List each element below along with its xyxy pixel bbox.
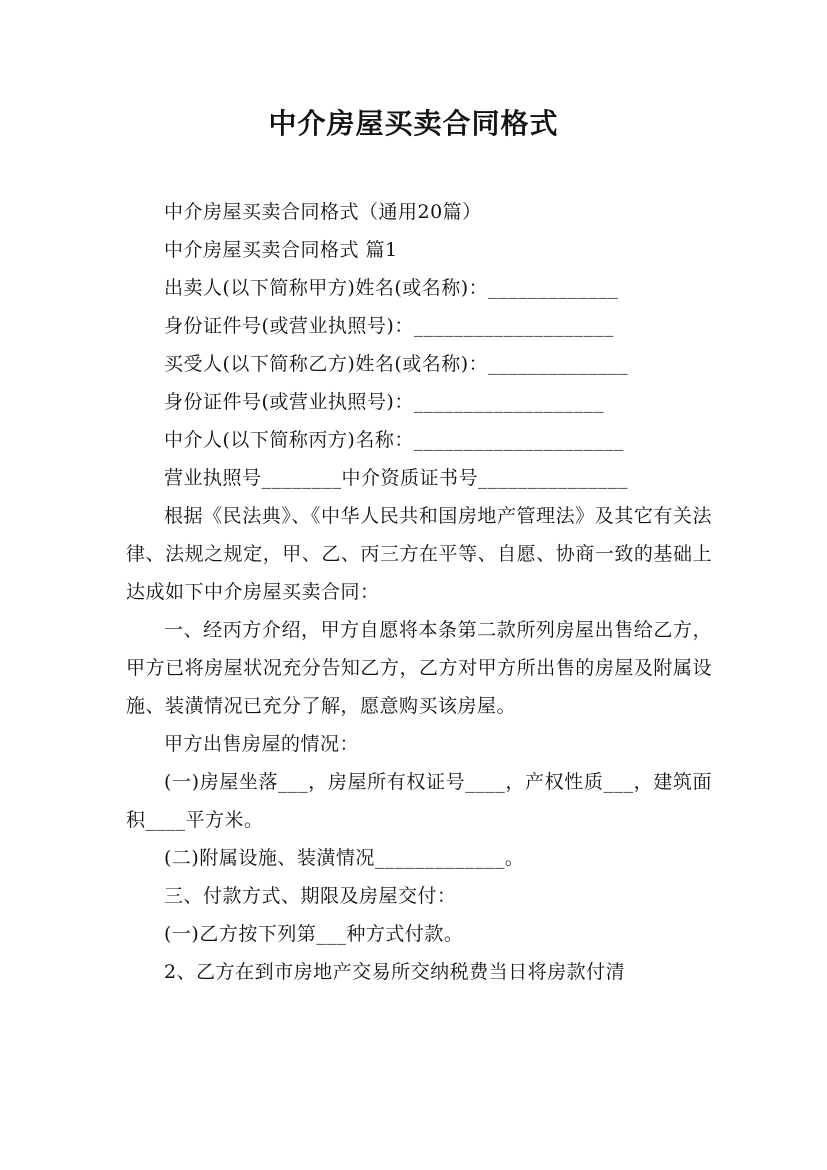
paragraph-agent-license: 营业执照号________中介资质证书号_______________ [164, 467, 629, 489]
paragraph-legal-basis: 根据《民法典》、《中华人民共和国房地产管理法》及其它有关法律、法规之规定，甲、乙、丙三方在平等、自愿、协商一致的基础上达成如下中介房屋买卖合同： [126, 505, 712, 603]
paragraph-facilities: (二)附属设施、装潢情况_____________。 [164, 847, 525, 869]
paragraph-subtitle: 中介房屋买卖合同格式（通用20篇） [164, 201, 482, 223]
document-title: 中介房屋买卖合同格式 [268, 107, 559, 140]
paragraph-property-location: (一)房屋坐落___，房屋所有权证号____，产权性质___，建筑面积____平方米。 [126, 771, 712, 831]
paragraph-payment-method: (一)乙方按下列第___种方式付款。 [164, 923, 464, 945]
paragraph-clause-1: 一、经丙方介绍，甲方自愿将本条第二款所列房屋出售给乙方，甲方已将房屋状况充分告知乙方，乙方对甲方所出售的房屋及附属设施、装潢情况已充分了解，愿意购买该房屋。 [126, 619, 712, 717]
paragraph-seller-name: 出卖人(以下简称甲方)姓名(或名称)：_____________ [164, 277, 619, 299]
paragraph-buyer-name: 买受人(以下简称乙方)姓名(或名称)：______________ [164, 353, 629, 375]
paragraph-buyer-id: 身份证件号(或营业执照号)：___________________ [164, 391, 604, 413]
paragraph-property-heading: 甲方出售房屋的情况： [164, 733, 360, 755]
paragraph-section-heading: 中介房屋买卖合同格式 篇1 [164, 239, 398, 261]
paragraph-payment-heading: 三、付款方式、期限及房屋交付： [164, 885, 457, 907]
paragraph-agent-name: 中介人(以下简称丙方)名称：_____________________ [164, 429, 624, 451]
paragraph-payment-term: 2、乙方在到市房地产交易所交纳税费当日将房款付清 [164, 961, 626, 983]
paragraph-seller-id: 身份证件号(或营业执照号)：____________________ [164, 315, 614, 337]
document-body [126, 193, 712, 991]
